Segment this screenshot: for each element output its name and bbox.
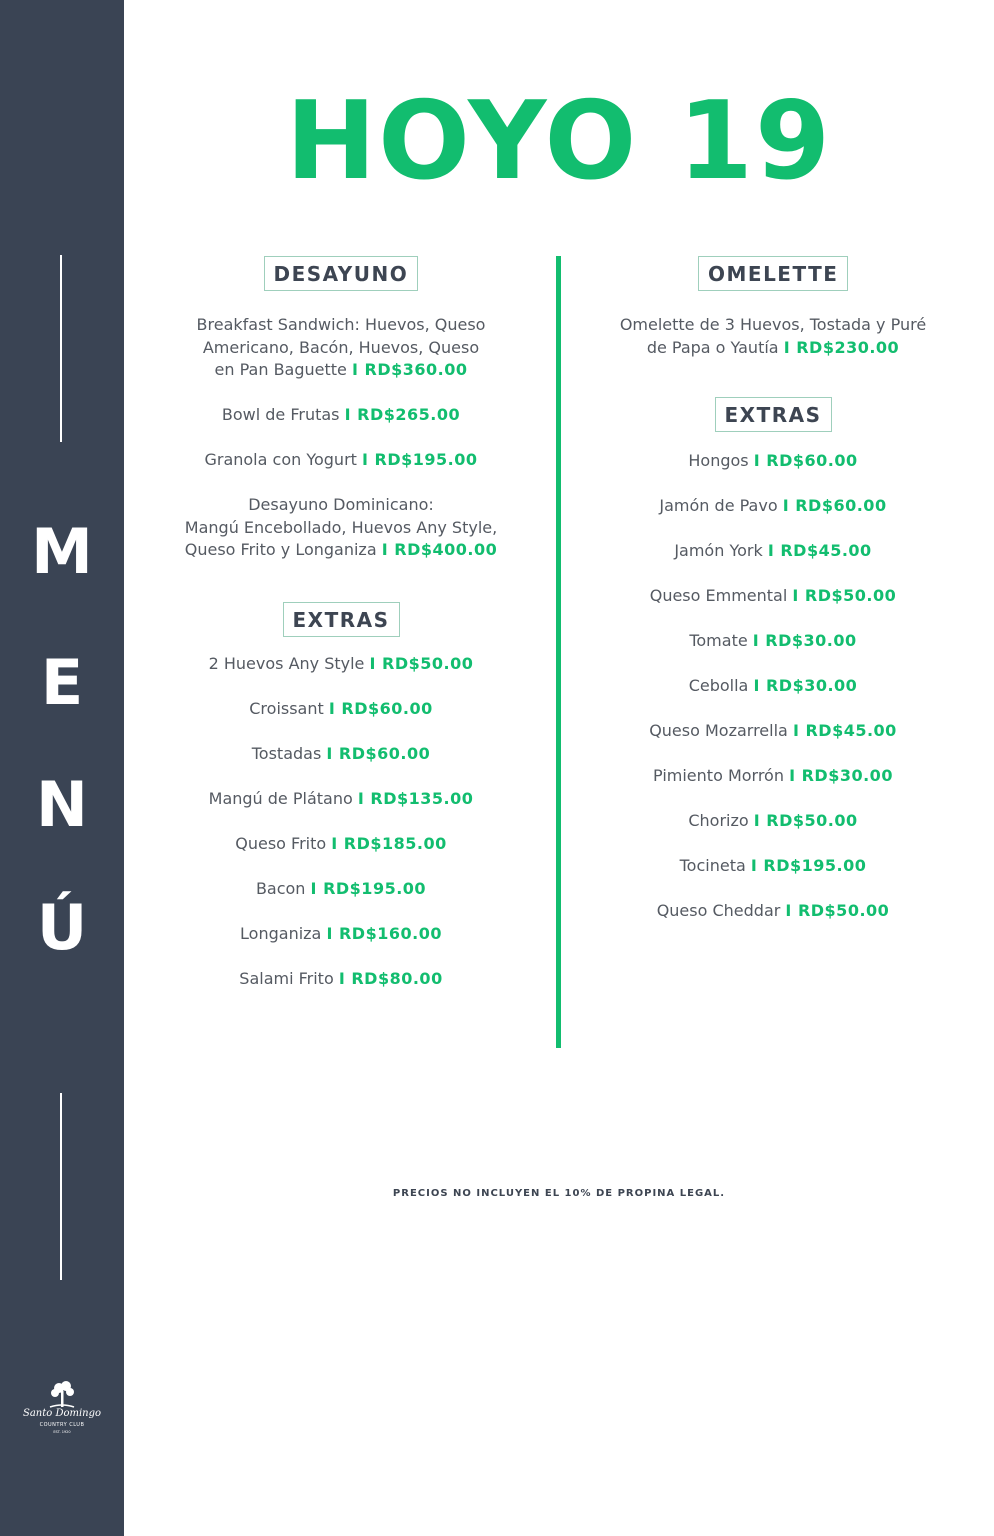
item-price: I RD$50.00: [369, 654, 474, 673]
menu-item: [160, 788, 522, 811]
item-price: I RD$230.00: [783, 337, 900, 357]
item-price: I RD$50.00: [792, 586, 897, 605]
item-text: Chorizo: [688, 811, 749, 830]
item-price: I RD$50.00: [785, 901, 890, 920]
item-price: I RD$60.00: [328, 699, 433, 718]
item-text: Omelette de 3 Huevos, Tostada y Puré: [619, 315, 927, 334]
item-price: I RD$50.00: [753, 811, 858, 830]
item-price: I RD$60.00: [782, 496, 887, 515]
item-price: I RD$400.00: [381, 540, 498, 559]
item-text: Americano, Bacón, Huevos, Queso: [202, 337, 480, 357]
item-text: en Pan Baguette: [214, 360, 347, 379]
item-text: Jamón York: [674, 541, 763, 560]
item-text: Desayuno Dominicano:: [248, 495, 434, 514]
item-text: Hongos: [688, 451, 749, 470]
item-price: I RD$30.00: [789, 766, 893, 785]
section-heading-omelette: OMELETTE: [698, 256, 848, 291]
item-price: I RD$195.00: [750, 856, 867, 875]
item-price: I RD$30.00: [752, 631, 857, 650]
menu-item: [160, 653, 522, 676]
menu-item: [160, 494, 522, 562]
menu-item: [160, 833, 522, 856]
item-text: Cebolla: [688, 676, 749, 695]
menu-item: [592, 314, 954, 359]
item-price: I RD$45.00: [767, 541, 872, 560]
item-text: Tocineta: [679, 856, 746, 875]
item-text: Tomate: [689, 631, 748, 650]
menu-item: [592, 495, 954, 518]
item-text: Pimiento Morrón: [653, 766, 784, 785]
item-text: Bowl de Frutas: [221, 405, 340, 424]
item-text: Salami Frito: [239, 969, 334, 988]
item-text: Mangú de Plátano: [208, 789, 353, 808]
item-text: Queso Frito: [235, 834, 327, 853]
menu-item: [592, 900, 954, 923]
item-price: I RD$60.00: [326, 744, 431, 763]
palm-tree-icon: [12, 1378, 112, 1410]
item-price: I RD$60.00: [753, 451, 858, 470]
sidebar: [0, 0, 124, 1536]
menu-item: [592, 585, 954, 608]
menu-item: [160, 314, 522, 382]
menu-item: [160, 449, 522, 472]
column-divider: [556, 256, 561, 1048]
menu-item: [592, 450, 954, 473]
menu-item: [592, 675, 954, 698]
item-text: Croissant: [249, 699, 324, 718]
menu-item: [160, 968, 522, 991]
item-text: Jamón de Pavo: [659, 496, 778, 515]
item-text: Mangú Encebollado, Huevos Any Style,: [184, 517, 498, 537]
item-price: I RD$160.00: [326, 924, 442, 943]
logo-sub-text: COUNTRY CLUB: [39, 1422, 85, 1428]
section-heading-extras-right: EXTRAS: [715, 397, 832, 432]
item-price: I RD$360.00: [351, 360, 468, 379]
item-price: I RD$45.00: [792, 721, 897, 740]
item-price: I RD$30.00: [753, 676, 858, 695]
item-text: Tostadas: [251, 744, 322, 763]
tip-disclaimer: PRECIOS NO INCLUYEN EL 10% DE PROPINA LEGAL.: [392, 1188, 726, 1199]
item-text: de Papa o Yautía: [646, 337, 779, 357]
item-price: I RD$80.00: [338, 969, 443, 988]
item-text: Queso Emmental: [649, 586, 788, 605]
logo-est-text: EST. 1920: [53, 1430, 71, 1434]
sidebar-letter-e: E: [40, 646, 84, 719]
item-price: I RD$135.00: [357, 789, 474, 808]
section-heading-extras-left: EXTRAS: [283, 602, 400, 637]
page-title: HOYO 19: [285, 79, 833, 204]
menu-item: [160, 698, 522, 721]
menu-item: [592, 720, 954, 743]
item-price: I RD$195.00: [362, 450, 478, 469]
right-column: [592, 0, 954, 1536]
item-price: I RD$265.00: [344, 405, 461, 424]
sidebar-bottom-line: [60, 1093, 62, 1280]
logo-script-text: Santo Domingo: [22, 1408, 102, 1419]
sidebar-letter-n: N: [36, 768, 88, 841]
menu-item: [592, 765, 954, 788]
item-text: Breakfast Sandwich: Huevos, Queso: [196, 315, 486, 334]
sidebar-letter-u: Ú: [36, 891, 88, 964]
menu-item: [592, 810, 954, 833]
item-text: Bacon: [255, 879, 306, 898]
item-text: Queso Frito y Longaniza: [184, 540, 377, 559]
menu-item: [592, 630, 954, 653]
item-price: I RD$195.00: [310, 879, 427, 898]
item-text: Queso Mozarrella: [649, 721, 788, 740]
left-column: [160, 0, 522, 1536]
section-heading-desayuno: DESAYUNO: [264, 256, 419, 291]
country-club-logo: [12, 1378, 112, 1448]
sidebar-top-line: [60, 255, 62, 442]
item-text: 2 Huevos Any Style: [208, 654, 365, 673]
item-text: Longaniza: [240, 924, 322, 943]
menu-item: [160, 878, 522, 901]
menu-item: [160, 923, 522, 946]
menu-item: [592, 540, 954, 563]
menu-item: [592, 855, 954, 878]
item-text: Granola con Yogurt: [204, 450, 357, 469]
menu-item: [160, 743, 522, 766]
sidebar-letter-m: M: [31, 515, 93, 588]
item-text: Queso Cheddar: [656, 901, 781, 920]
menu-item: [160, 404, 522, 427]
item-price: I RD$185.00: [331, 834, 447, 853]
